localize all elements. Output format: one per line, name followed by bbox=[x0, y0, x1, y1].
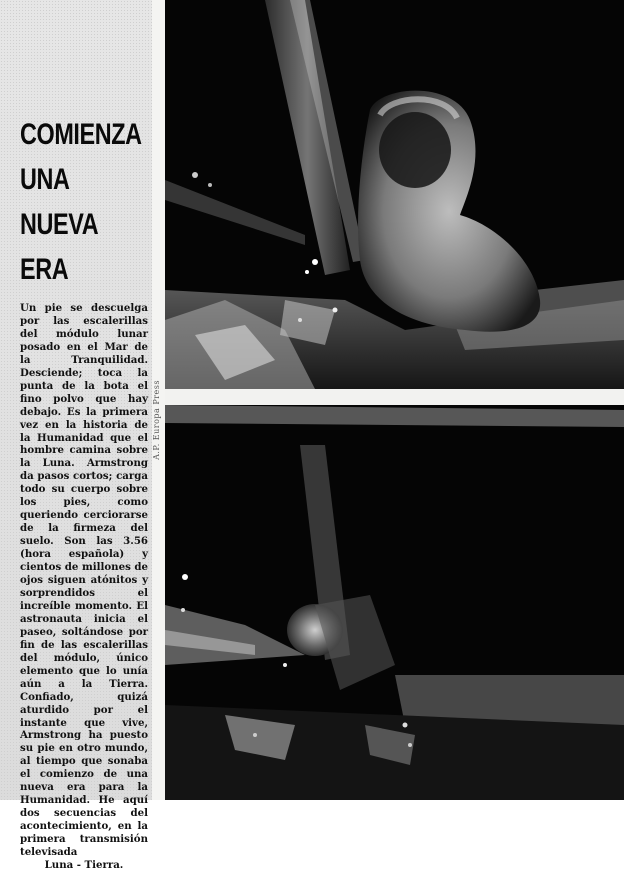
text-column bbox=[0, 0, 152, 871]
article-body-text: Un pie se descuelga por las escalerillas del módulo lunar posado en el Mar de la Tranquilidad. Desciende; toca la punta de la bota el fino polvo que hay debajo. Es la primera vez en la historia de la Humanidad que el hombre camina sobre la Luna. Armstrong da pasos cortos; carga todo su cuerpo sobre los pies, como queriendo cerciorarse de la firmeza del suelo. Son las 3.56 (hora española) y cientos de millones de ojos siguen atónitos y sorprendidos el increíble momento. El astronauta inicia el paseo, soltándose por fin de las escalerillas del módulo, único elemento que lo unía aún a la Tierra. Confiado, quizá aturdido por el instante que vive, Armstrong ha puesto su pie en otro mundo, al tiempo que sonaba el comienzo de una nueva era para la Humanidad. He aquí dos secuencias del acontecimiento, en la primera transmisión televisada bbox=[20, 302, 148, 859]
headline-line-3: NUEVA bbox=[20, 208, 99, 241]
headline-line-2: UNA bbox=[20, 163, 70, 196]
headline bbox=[20, 112, 142, 292]
headline-line-1: COMIENZA bbox=[20, 118, 142, 151]
article-body bbox=[20, 302, 148, 872]
photo-gap bbox=[165, 389, 624, 405]
headline-line-4: ERA bbox=[20, 253, 69, 286]
photo-astronaut-boot-descending-ladder bbox=[165, 0, 624, 389]
article-body-end: Luna - Tierra. bbox=[44, 858, 124, 871]
photo-credit: A.P. Europa Press bbox=[152, 380, 161, 460]
photo-astronaut-on-lunar-surface bbox=[165, 405, 624, 800]
